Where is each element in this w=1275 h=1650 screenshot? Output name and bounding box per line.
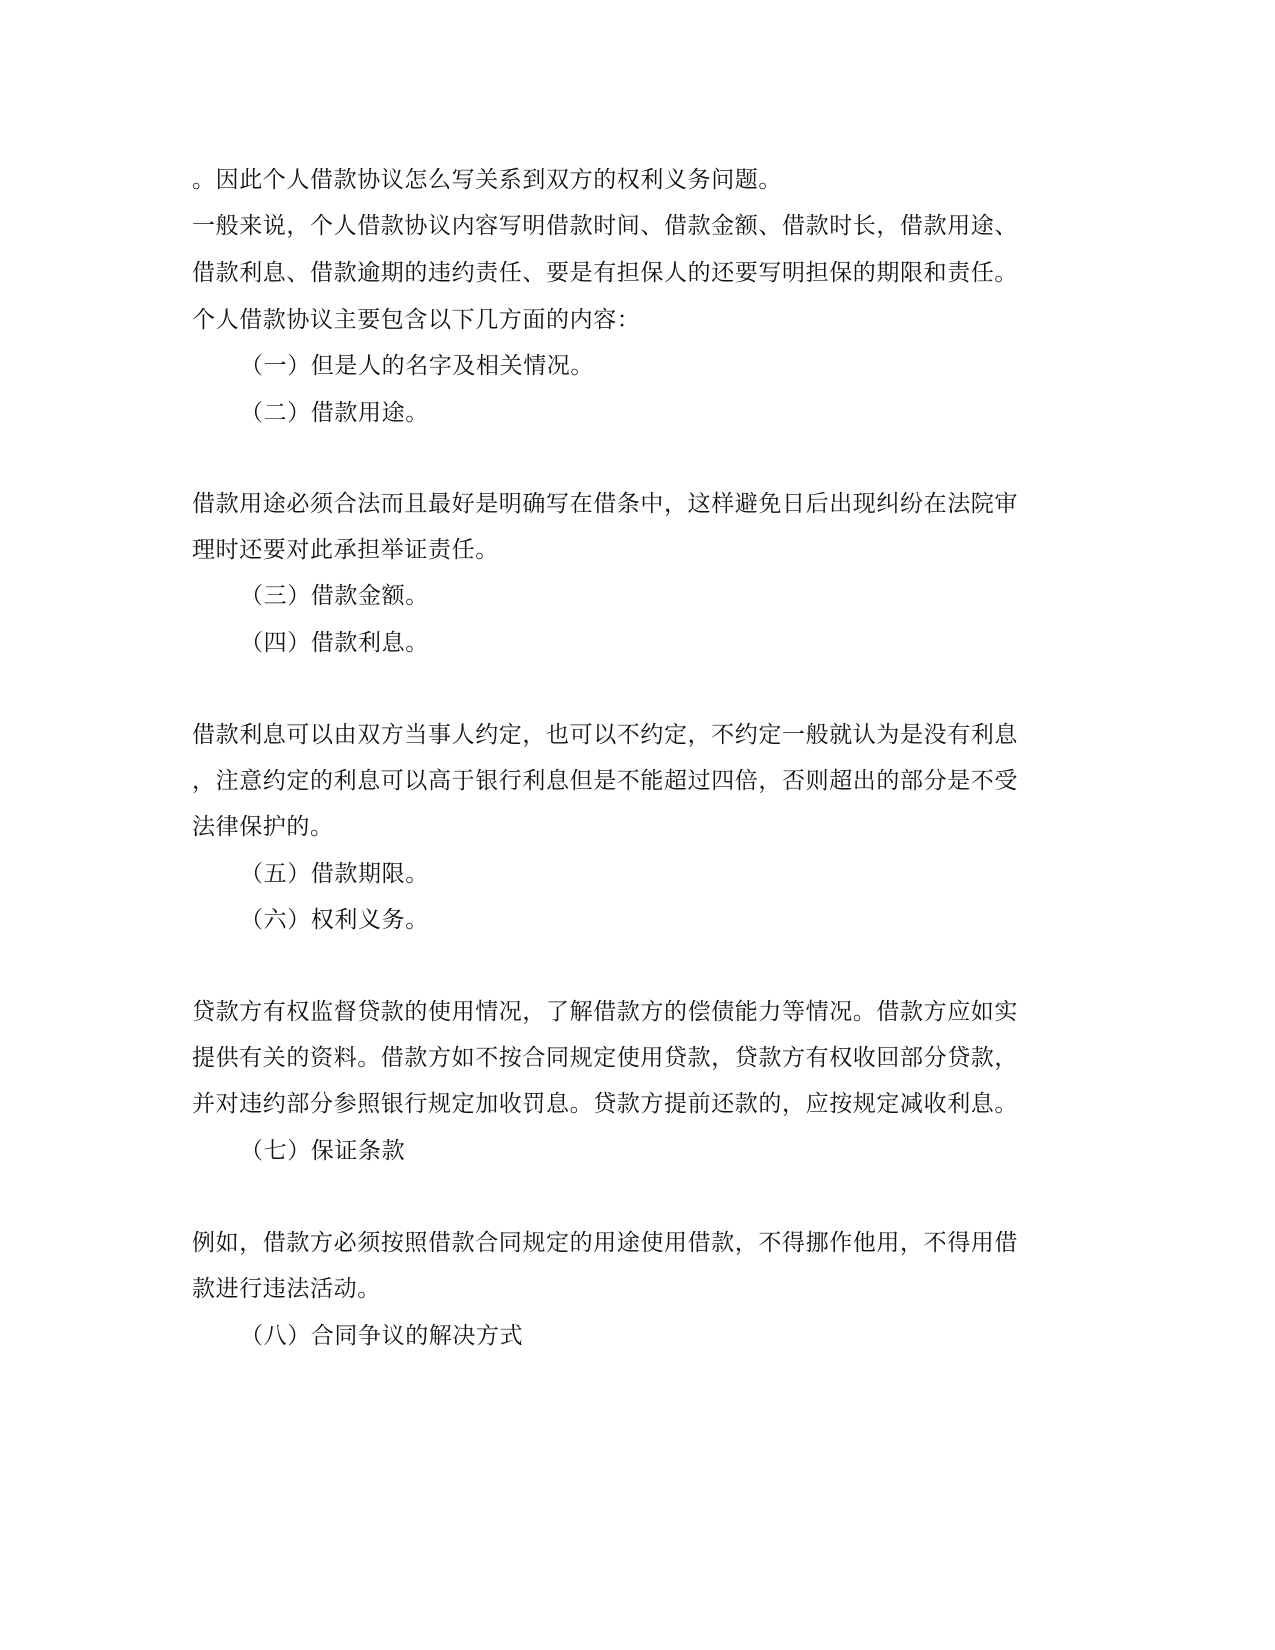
text-line-5: 借款用途必须合法而且最好是明确写在借条中，这样避免日后出现纠纷在法院审 [192,491,1018,517]
text-line-3: 借款利息、借款逾期的违约责任、要是有担保人的还要写明担保的期限和责任。 [192,260,1018,286]
text-line-8: ，注意约定的利息可以高于银行利息但是不能超过四倍，否则超出的部分是不受 [192,768,1018,794]
section-heading-7: （七）保证条款 [240,1138,406,1164]
section-heading-2: （二）借款用途。 [240,400,429,426]
text-line-1: 。因此个人借款协议怎么写关系到双方的权利义务问题。 [192,167,782,193]
text-line-14: 款进行违法活动。 [192,1276,381,1302]
text-line-4: 个人借款协议主要包含以下几方面的内容： [192,307,641,333]
text-line-6: 理时还要对此承担举证责任。 [192,537,499,563]
section-heading-6: （六）权利义务。 [240,907,429,933]
text-line-7: 借款利息可以由双方当事人约定，也可以不约定，不约定一般就认为是没有利息 [192,722,1018,748]
section-heading-5: （五）借款期限。 [240,861,429,887]
section-heading-8: （八）合同争议的解决方式 [240,1323,524,1349]
text-line-13: 例如，借款方必须按照借款合同规定的用途使用借款，不得挪作他用，不得用借 [192,1230,1018,1256]
text-line-11: 提供有关的资料。借款方如不按合同规定使用贷款，贷款方有权收回部分贷款， [192,1045,1018,1071]
section-heading-3: （三）借款金额。 [240,583,429,609]
text-line-2: 一般来说，个人借款协议内容写明借款时间、借款金额、借款时长，借款用途、 [192,213,1018,239]
text-line-12: 并对违约部分参照银行规定加收罚息。贷款方提前还款的，应按规定减收利息。 [192,1091,1018,1117]
text-line-9: 法律保护的。 [192,814,334,840]
text-line-10: 贷款方有权监督贷款的使用情况，了解借款方的偿债能力等情况。借款方应如实 [192,999,1018,1025]
section-heading-4: （四）借款利息。 [240,630,429,656]
section-heading-1: （一）但是人的名字及相关情况。 [240,353,594,379]
